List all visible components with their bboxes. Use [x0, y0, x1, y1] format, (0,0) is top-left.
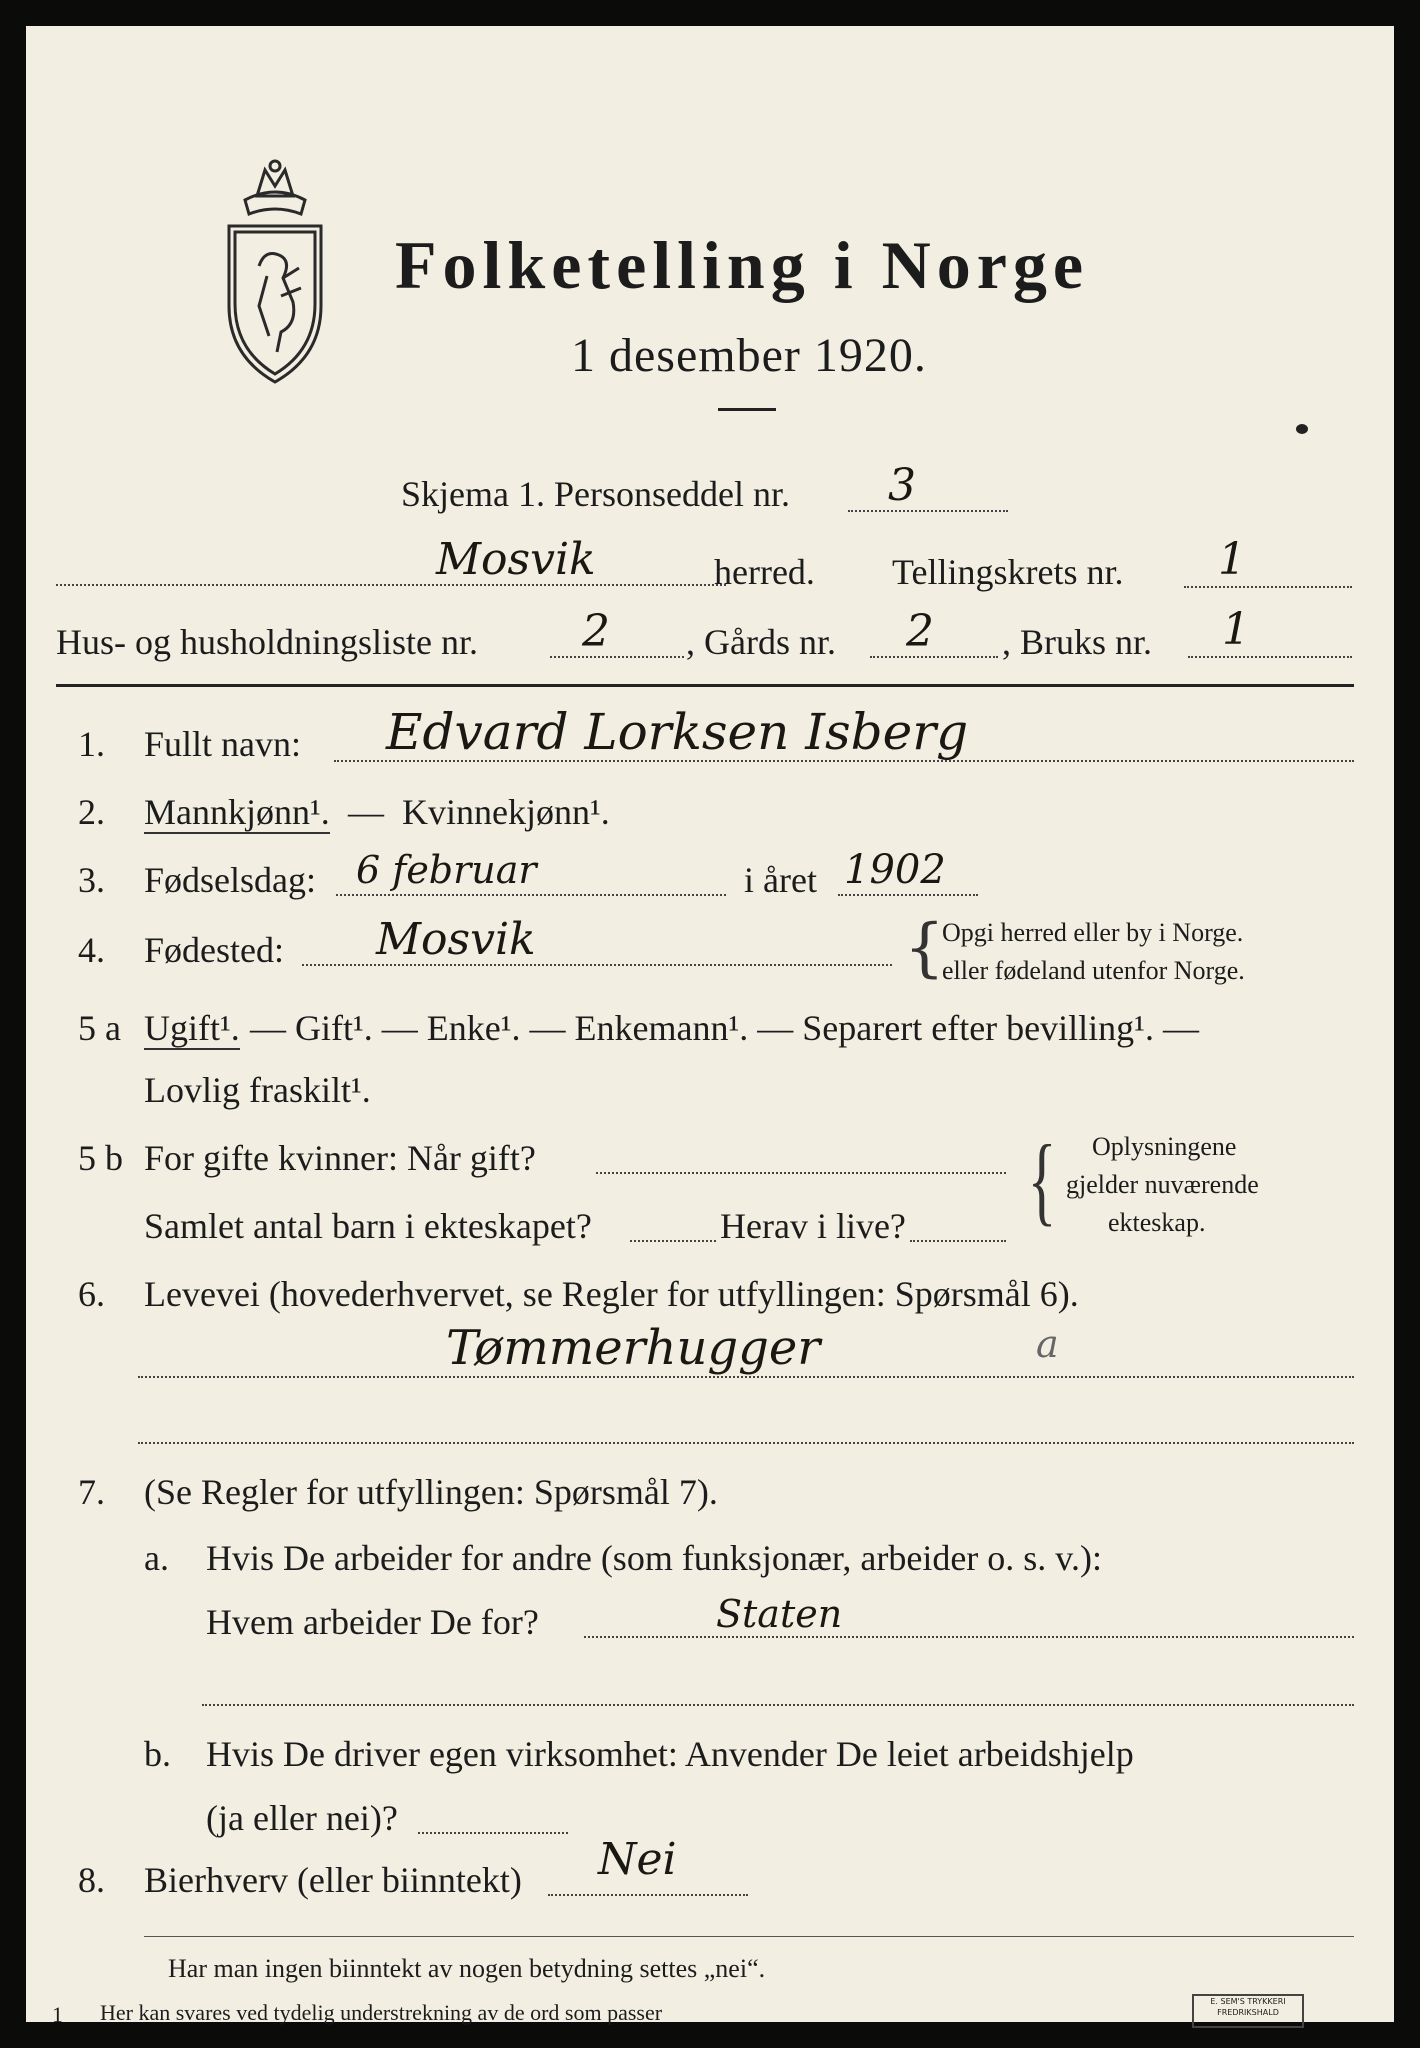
schema-label: Skjema 1. Personseddel nr. [401, 474, 790, 514]
bruks-line [1188, 656, 1352, 658]
coat-of-arms-icon [219, 156, 331, 386]
q8-value: Nei [598, 1834, 677, 1885]
q4-birthplace: Mosvik [376, 914, 536, 965]
q4-note-2: eller fødeland utenfor Norge. [942, 956, 1245, 985]
krets-value: 1 [1218, 534, 1246, 585]
q7a-question: Hvem arbeider De for? [206, 1602, 539, 1642]
q1-full-name: Edvard Lorksen Isberg [386, 703, 969, 761]
gards-label: , Gårds nr. [686, 622, 836, 662]
q5b-note-2: gjelder nuværende [1066, 1170, 1259, 1199]
q5b-number: 5 b [78, 1138, 123, 1178]
q2-female: Kvinnekjønn¹. [402, 792, 610, 832]
q5a-number: 5 a [78, 1008, 121, 1048]
q7a-number: a. [144, 1538, 169, 1578]
q5b-label-2: Samlet antal barn i ekteskapet? [144, 1206, 592, 1246]
q5a-ugift: Ugift¹. [144, 1008, 240, 1048]
footer-rule [144, 1936, 1354, 1937]
q5b-line-1 [596, 1172, 1006, 1174]
herred-label: herred. [714, 552, 815, 592]
q3-date-line [336, 894, 726, 896]
q2-number: 2. [78, 792, 105, 832]
schema-line [848, 510, 1008, 512]
q1-label: Fullt navn: [144, 724, 302, 764]
q8-number: 8. [78, 1860, 105, 1900]
q5a-line2: Lovlig fraskilt¹. [144, 1070, 371, 1110]
q5b-label-1: For gifte kvinner: Når gift? [144, 1138, 536, 1178]
q8-line [548, 1894, 748, 1896]
herred-line [56, 584, 726, 586]
liste-line [550, 656, 684, 658]
q8-label: Bierhverv (eller biinntekt) [144, 1860, 522, 1900]
q5b-line-3 [910, 1240, 1006, 1242]
q4-label: Fødested: [144, 930, 284, 970]
q5b-label-3: Herav i live? [720, 1206, 906, 1246]
q7b-text: Hvis De driver egen virksomhet: Anvender De leiet arbeidshjelp [206, 1734, 1134, 1774]
census-date: 1 desember 1920. [571, 329, 927, 382]
krets-line [1184, 586, 1352, 588]
q3-birth-date: 6 februar [356, 848, 537, 892]
q6-mark: a [1036, 1322, 1059, 1366]
q7-label: (Se Regler for utfyllingen: Spørsmål 7). [144, 1472, 718, 1512]
bruks-value: 1 [1222, 604, 1250, 655]
q2-separator: — [348, 792, 384, 832]
q7b-number: b. [144, 1734, 171, 1774]
q3-year-line [838, 894, 978, 896]
nei-note: Har man ingen biinntekt av nogen betydning settes „nei“. [168, 1954, 766, 1983]
gards-line [870, 656, 998, 658]
liste-label: Hus- og husholdningsliste nr. [56, 622, 479, 662]
q5a-options: — Gift¹. — Enke¹. — Enkemann¹. — Separert efter bevilling¹. — [250, 1008, 1199, 1048]
q5b-note-3: ekteskap. [1108, 1208, 1206, 1237]
liste-value: 2 [582, 606, 610, 657]
q5b-line-2 [630, 1240, 716, 1242]
herred-value: Mosvik [436, 534, 596, 585]
q1-number: 1. [78, 724, 105, 764]
footnote-mark: 1 [52, 2002, 63, 2027]
q6-label: Levevei (hovederhvervet, se Regler for utfyllingen: Spørsmål 6). [144, 1274, 1079, 1314]
q6-number: 6. [78, 1274, 105, 1314]
ink-dot [1296, 424, 1308, 434]
q6-line-2 [138, 1442, 1354, 1444]
q7a-line [584, 1636, 1354, 1638]
q3-year-label: i året [744, 860, 817, 900]
footnote: Her kan svares ved tydelig understrekning av de ord som passer [100, 2000, 663, 2025]
q4-note-1: Opgi herred eller by i Norge. [942, 918, 1244, 947]
schema-nr: 3 [888, 460, 916, 511]
q5b-brace: { [1027, 1124, 1057, 1235]
printer-line-2: FREDRIKSHALD [1217, 2008, 1279, 2017]
q6-line-1 [138, 1376, 1354, 1378]
q4-brace: { [904, 911, 945, 985]
q7a-employer: Staten [716, 1592, 843, 1636]
q7b-line [418, 1832, 568, 1834]
printer-stamp [1192, 1994, 1304, 2028]
q7-number: 7. [78, 1472, 105, 1512]
gards-value: 2 [906, 606, 934, 657]
q7b-question: (ja eller nei)? [206, 1798, 398, 1838]
q7a-line-2 [202, 1704, 1354, 1706]
divider [718, 408, 776, 411]
q4-number: 4. [78, 930, 105, 970]
q3-label: Fødselsdag: [144, 860, 317, 900]
census-form [26, 26, 1394, 2027]
section-rule [56, 684, 1354, 687]
q3-birth-year: 1902 [844, 847, 946, 893]
bruks-label: , Bruks nr. [1002, 622, 1153, 662]
q7a-text: Hvis De arbeider for andre (som funksjonær, arbeider o. s. v.): [206, 1538, 1102, 1578]
printer-line-1: E. SEM'S TRYKKERI [1210, 1997, 1286, 2006]
q5b-note-1: Oplysningene [1092, 1132, 1237, 1161]
q6-occupation: Tømmerhugger [446, 1320, 821, 1376]
krets-label: Tellingskrets nr. [892, 552, 1124, 592]
q2-male: Mannkjønn¹. [144, 792, 330, 832]
form-title: Folketelling i Norge [395, 227, 1090, 303]
q3-number: 3. [78, 860, 105, 900]
